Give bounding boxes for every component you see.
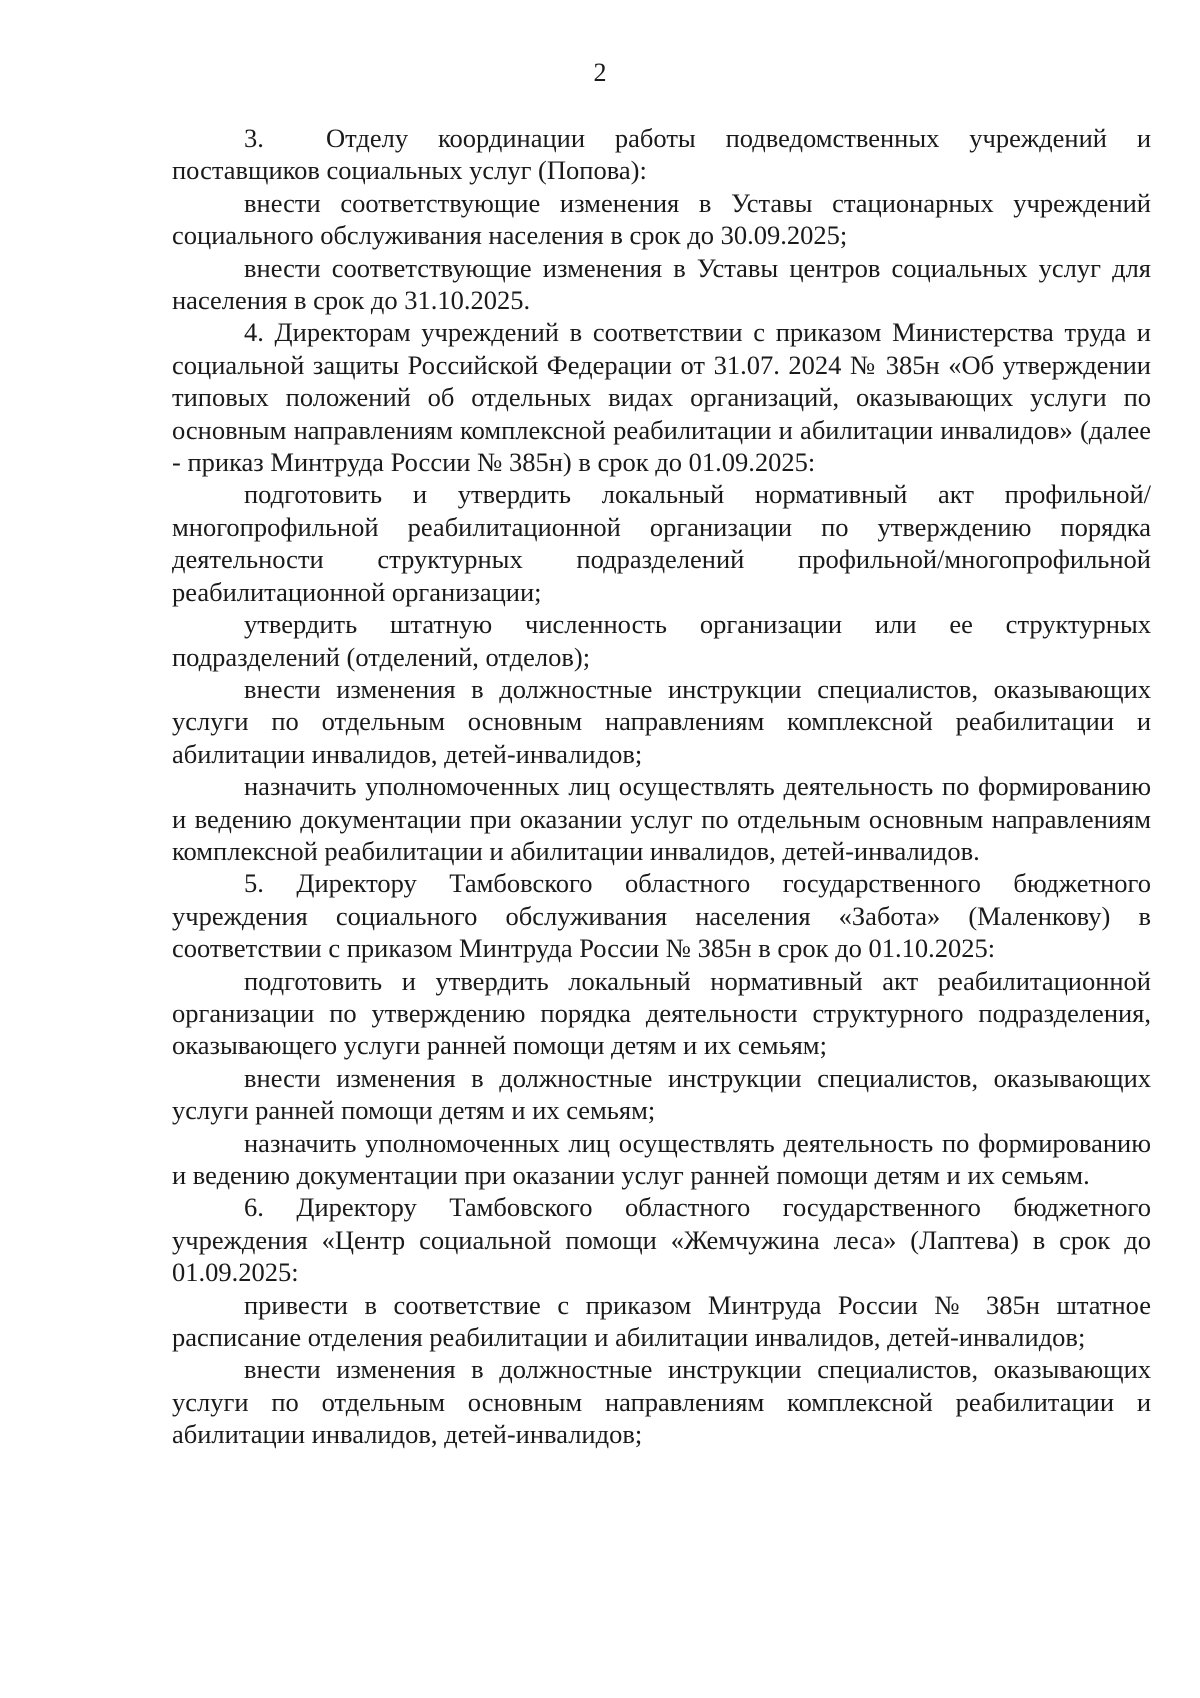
paragraph: внести изменения в должностные инструкции специалистов, оказывающих услуги ранней помощи детям и их семьям; (172, 1062, 1151, 1126)
paragraph: назначить уполномоченных лиц осуществлять деятельность по формированию и ведению документации при оказании услуг ранней помощи детям и их семьям. (172, 1127, 1151, 1190)
paragraph: внести соответствующие изменения в Уставы стационарных учреждений социального обслуживания населения в срок до 30.09.2025; (172, 187, 1151, 251)
paragraph-3 (172, 122, 1151, 187)
paragraph: утвердить штатную численность организации или ее структурных подразделений (отделений, отделов); (172, 609, 1151, 672)
paragraph: привести в соответствие с приказом Минтруда России № 385н штатное расписание отделения реабилитации и абилитации инвалидов, детей-инвалидов; (172, 1289, 1151, 1353)
paragraph-4: 4. Директорам учреждений в соответствии с приказом Министерства труда и социальной защиты Российской Федерации от 31.07. 2024 № 385н «Об утверждении типовых положений об отдельных видах организаций, оказывающих услуги по основным направлениям комплексной реабилитации и абилитации инвалидов» (далее - приказ Минтруда России № 385н) в срок до 01.09.2025: (172, 317, 1151, 478)
paragraph: внести соответствующие изменения в Уставы центров социальных услуг для населения в срок до 31.10.2025. (172, 252, 1151, 316)
paragraph-5: 5. Директору Тамбовского областного государственного бюджетного учреждения социального обслуживания населения «Забота» (Маленкову) в соответствии с приказом Минтруда России № 385н в срок до 01.10.2025: (172, 868, 1151, 964)
paragraph: подготовить и утвердить локальный нормативный акт профильной/ многопрофильной реабилитационной организации по утверждению порядка деятельности структурных подразделений профильной/многопрофильной реабилитационной организации; (172, 479, 1151, 607)
page-number: 2 (593, 58, 607, 87)
paragraph: внести изменения в должностные инструкции специалистов, оказывающих услуги по отдельным основным направлениям комплексной реабилитации и абилитации инвалидов, детей-инвалидов; (172, 1354, 1151, 1450)
item-number: 3. (244, 123, 264, 153)
paragraph: подготовить и утвердить локальный нормативный акт реабилитационной организации по утверждению порядка деятельности структурного подразделения, оказывающего услуги ранней помощи детям и их семьям; (172, 965, 1151, 1061)
paragraph: назначить уполномоченных лиц осуществлять деятельность по формированию и ведению документации при оказании услуг по отдельным основным направлениям комплексной реабилитации и абилитации инвалидов, детей-инвалидов. (172, 771, 1151, 866)
document-body (172, 122, 1151, 1451)
paragraph-text: Отделу координации работы подведомственных учреждений и поставщиков социальных услуг (Попова): (172, 123, 1151, 186)
paragraph: внести изменения в должностные инструкции специалистов, оказывающих услуги по отдельным основным направлениям комплексной реабилитации и абилитации инвалидов, детей-инвалидов; (172, 673, 1151, 769)
paragraph-6: 6. Директору Тамбовского областного государственного бюджетного учреждения «Центр социальной помощи «Жемчужина леса» (Лаптева) в срок до 01.09.2025: (172, 1192, 1151, 1288)
